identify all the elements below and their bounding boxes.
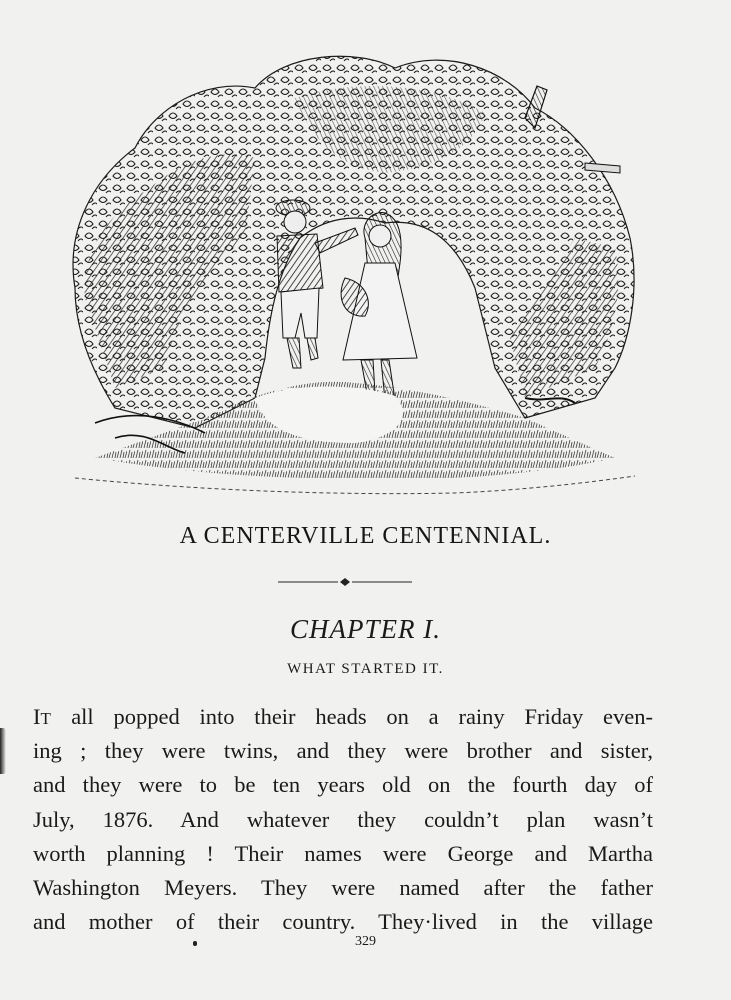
text-line: ing ; they were twins, and they were brother and sister, bbox=[33, 738, 653, 764]
engraving-two-children-in-hedge-icon bbox=[55, 38, 640, 500]
text-line: and mother of their country. They·lived in the village bbox=[33, 909, 653, 935]
chapter-subtitle: WHAT STARTED IT. bbox=[287, 661, 444, 677]
line-text: all popped into their heads on a rainy Friday even- bbox=[51, 704, 653, 729]
drop-initial: I bbox=[33, 704, 41, 729]
chapter-illustration bbox=[55, 38, 640, 500]
page-number: 329 bbox=[355, 934, 376, 949]
story-title: A CENTERVILLE CENTENNIAL. bbox=[179, 523, 552, 549]
text-line: July, 1876. And whatever they couldn’t plan wasn’t bbox=[33, 806, 653, 832]
text-line bbox=[33, 700, 653, 734]
text-line: worth planning ! Their names were George and Martha bbox=[33, 840, 653, 866]
small-caps-letter: T bbox=[40, 709, 52, 728]
body-paragraph bbox=[33, 700, 653, 939]
text-line: and they were to be ten years old on the fourth day of bbox=[33, 772, 653, 798]
text-line: Washington Meyers. They were named after the father bbox=[33, 874, 653, 900]
chapter-heading: CHAPTER I. bbox=[290, 614, 441, 644]
line-diamond-divider-icon bbox=[278, 572, 412, 592]
page-edge-shadow bbox=[0, 728, 6, 774]
